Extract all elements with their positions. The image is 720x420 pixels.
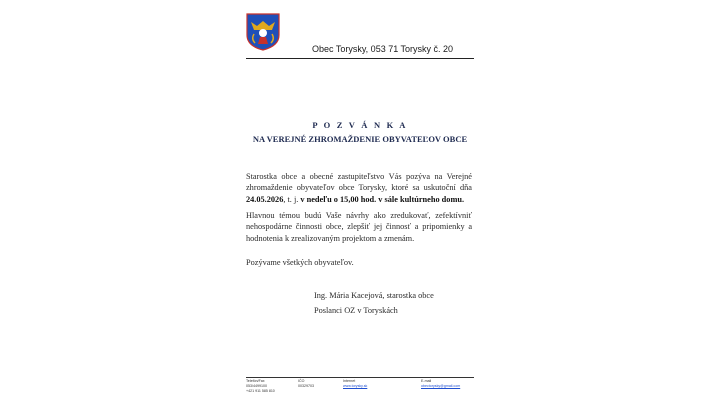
footer-ico (298, 379, 314, 389)
invitation-paragraph (246, 171, 472, 205)
footer-email-link[interactable]: obectorysky@gmail.com (421, 384, 461, 389)
footer-divider (246, 377, 474, 378)
footer-email (421, 379, 460, 389)
footer-email-label: E-mail (421, 379, 432, 383)
signature-council: Poslanci OZ v Toryskách (314, 306, 398, 315)
event-time-place: v nedeľu o 15,00 hod. v sále kultúrneho domu. (300, 194, 465, 204)
invitation-text: Starostka obce a obecné zastupiteľstvo Vás pozýva na Verejné zhromaždenie obyvateľov obce Torysky, ktoré sa uskutoční dňa (246, 172, 472, 193)
topic-paragraph: Hlavnou témou budú Vaše návrhy ako zredukovať, zefektívniť nehospodárne činnosti obce, zlepšiť jej činnosť a pripomienky a hodnotenia k zrealizovaným projektom a zmenám. (246, 211, 472, 243)
municipality-address: Obec Torysky, 053 71 Torysky č. 20 (312, 44, 454, 54)
closing-paragraph: Pozývame všetkých obyvateľov. (246, 258, 354, 267)
document-subtitle: NA VEREJNÉ ZHROMAŽDENIE OBYVATEĽOV OBCE (252, 134, 468, 144)
footer-phone-label: Telefón/Fax (246, 379, 265, 383)
event-date: 24.05.2026 (246, 194, 284, 204)
footer-phone (246, 379, 275, 395)
footer-ico-value: 00329703 (298, 384, 314, 389)
footer-website-link[interactable]: www.torysky.sk (343, 384, 368, 389)
footer-internet-label: Internet (343, 379, 356, 383)
footer-ico-label: IČO (298, 379, 305, 383)
document-title: P O Z V Á N K A (312, 120, 408, 130)
footer-phone-1: 053/4499100 (246, 384, 267, 389)
footer-phone-2: +421 911 585 810 (246, 389, 275, 394)
signature-mayor: Ing. Mária Kacejová, starostka obce (314, 291, 434, 300)
header-divider (246, 58, 474, 59)
invitation-text-join: , t. j. (283, 194, 301, 204)
coat-of-arms-icon (246, 13, 280, 51)
footer-internet (343, 379, 367, 389)
